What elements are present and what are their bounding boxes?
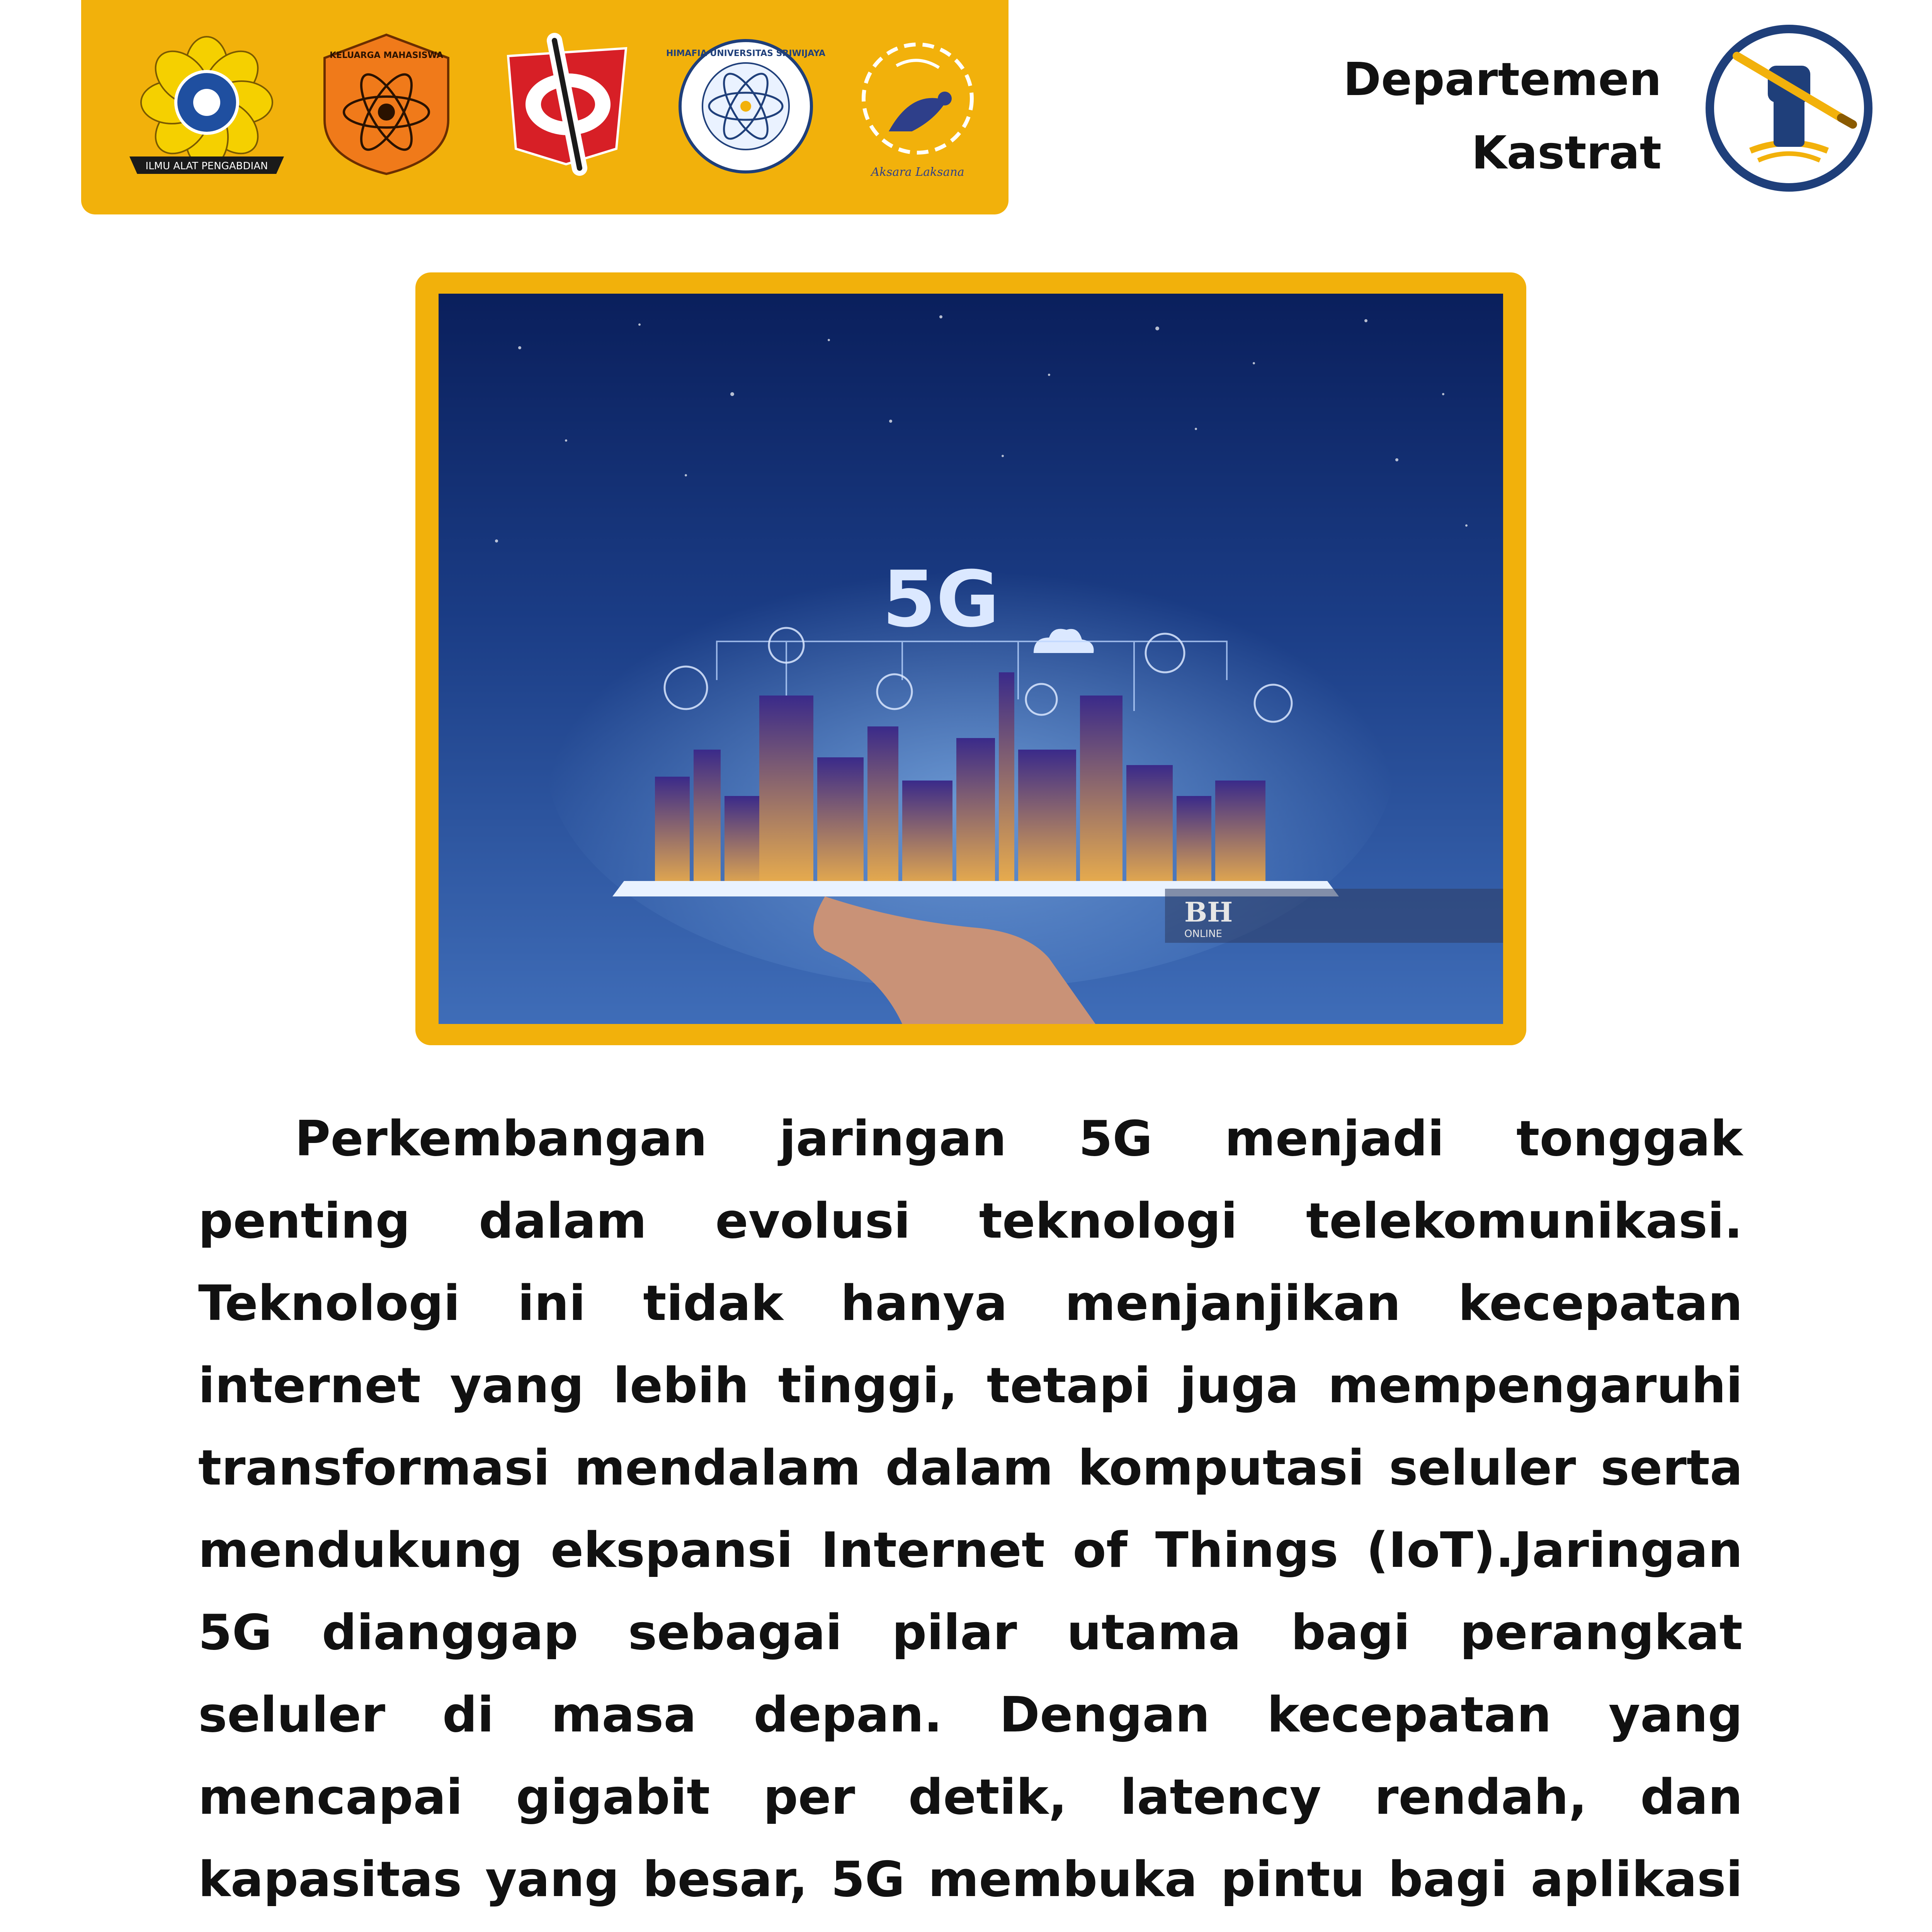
department-line-2: Kastrat	[1471, 126, 1662, 179]
article-paragraph: Perkembangan jaringan 5G menjadi tonggak penting dalam evolusi teknologi telekomunikasi. Teknologi ini tidak hanya menjanjikan kecepatan internet yang lebih tinggi, tetapi juga mempengaruhi transformasi mendalam dalam komputasi seluler serta mendukung ekspansi Internet of Things (IoT).Jaringan 5G dianggap sebagai pilar utama bagi perangkat seluler di masa depan. Dengan kecepatan yang mencapai gigabit per detik, latency rendah, dan kapasitas yang besar, 5G membuka pintu bagi aplikasi	[198, 1110, 1743, 1908]
logo-bar	[81, 0, 1009, 214]
svg-text:KELUARGA MAHASISWA: KELUARGA MAHASISWA	[330, 51, 443, 60]
svg-text:ILMU ALAT PENGABDIAN: ILMU ALAT PENGABDIAN	[145, 160, 268, 172]
student-family-emblem-icon	[317, 31, 456, 178]
cabinet-emblem-icon	[854, 31, 981, 185]
department-title	[1343, 43, 1662, 189]
watermark-line-1: BH	[1184, 896, 1233, 928]
watermark-line-2: ONLINE	[1184, 928, 1222, 940]
svg-text:Aksara Laksana: Aksara Laksana	[871, 165, 964, 179]
himafia-atom-emblem-icon	[666, 37, 826, 176]
smart-city-on-tablet-illustration	[439, 294, 1503, 1024]
photo-frame	[415, 272, 1526, 1045]
raised-fist-pen-icon	[1704, 23, 1874, 193]
svg-text:HIMAFIA UNIVERSITAS SRIWIJAYA: HIMAFIA UNIVERSITAS SRIWIJAYA	[666, 49, 826, 58]
university-emblem-icon	[122, 37, 292, 184]
faculty-emblem-icon	[500, 33, 634, 176]
photo-headline: 5G	[882, 554, 1000, 645]
department-line-1: Departemen	[1343, 53, 1662, 106]
